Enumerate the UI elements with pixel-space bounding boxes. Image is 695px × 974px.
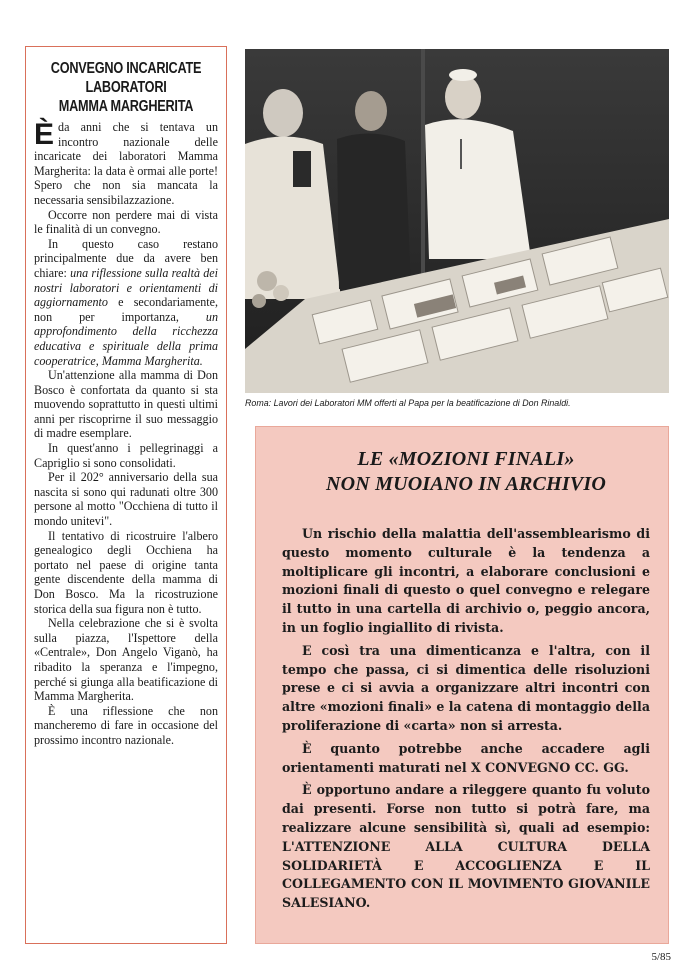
paragraph-3-emphasis-1: una riflessione sulla realtà dei nostri laboratori e orientamenti di aggiornamento — [34, 265, 219, 310]
drop-cap: È — [34, 118, 55, 151]
paragraph-3-text-b: e secondariamente, non per importanza, — [34, 295, 218, 324]
paragraph-6: Per il 202° anniversario della sua nascita si sono qui radunati oltre 300 persone al motto "Occhiena di tutto il mondo unitevi". — [34, 470, 218, 529]
editorial-paragraph-4: È opportuno andare a rileggere quanto fu voluto dai presenti. Forse non tutto si potrà fare, ma realizzare alcune sensibilità sì, quali ad esempio: L'ATTENZIONE ALLA CULTURA DELLA SOLIDARIETÀ E ACCOGLIENZA E IL COLLEGAMENTO CON IL MOVIMENTO GIOVANILE SALESIANO. — [282, 782, 650, 911]
page-number: 5/85 — [651, 951, 671, 963]
paragraph-5: In quest'anno i pellegrinaggi a Capriglio si sono consolidati. — [34, 441, 218, 470]
left-article — [25, 46, 227, 944]
editorial-paragraph-1: Un rischio della malattia dell'assemblearismo di questo momento culturale è la tendenza a moltiplicare gli incontri, a elaborare conclusioni e mozioni finali di questo o quel convegno e relegare il tutto in una cartella di archivio o, peggio ancora, in un foglio ingiallito di rivista. — [282, 526, 650, 635]
paragraph-9: È una riflessione che non mancheremo di fare in occasione del prossimo incontro nazionale. — [34, 703, 218, 747]
editorial-paragraph-3: È quanto potrebbe anche accadere agli orientamenti maturati nel X CONVEGNO CC. GG. — [282, 740, 650, 775]
editorial-title — [282, 447, 650, 497]
paragraph-8: Nella celebrazione che si è svolta sulla piazza, l'Ispettore della «Centrale», Don Angelo Viganò, ha ribadito la speranza e l'impegno, perché si giunga alla beatificazione di Mamma Margherita. — [34, 616, 218, 704]
article-title-line-1: CONVEGNO INCARICATE — [50, 60, 202, 77]
article-title-line-3: MAMMA MARGHERITA — [58, 98, 194, 115]
paragraph-7: Il tentativo di ricostruire l'albero genealogico degli Occhiena ha portato nel paese di origine tanta gente discendente della mamma di Don Bosco. Ma la ricostruzione storica della sua figura non è tutto. — [34, 528, 218, 616]
editorial-title-line-1: LE «MOZIONI FINALI» — [357, 448, 575, 470]
photo-caption: Roma: Lavori dei Laboratori MM offerti al Papa per la beatificazione di Don Rinaldi. — [245, 398, 571, 408]
article-body — [34, 120, 218, 748]
article-title — [37, 59, 214, 116]
paragraph-3-text-a: In questo caso restano principalmente due da avere ben chiare: — [34, 236, 218, 280]
paragraph-1-text: da anni che si tentava un incontro nazionale delle incaricate dei laboratori Mamma Margherita: la data è ormai alle porte! Spero che non sia mancata la necessaria sensibilazzazione. — [34, 120, 218, 207]
paragraph-1 — [34, 120, 218, 208]
paragraph-3 — [34, 237, 218, 368]
editorial-box — [255, 426, 669, 944]
paragraph-4: Un'attenzione alla mamma di Don Bosco è confortata da quanto si sta muovendo soprattutto in questi ultimi anni per riscoprirne il suo messaggio di madre esemplare. — [34, 368, 218, 441]
editorial-body — [282, 525, 650, 913]
photo-pope-laboratori — [245, 49, 669, 393]
article-title-line-2: LABORATORI — [85, 79, 167, 96]
editorial-paragraph-2: E così tra una dimenticanza e l'altra, con il tempo che passa, ci si dimentica delle risoluzioni prese e ci si avvia a organizzare altri incontri con altre «mozioni finali» e la catena di montaggio della proliferazione di «carta» non si arresta. — [282, 642, 650, 733]
photo-illustration — [245, 49, 669, 393]
paragraph-2: Occorre non perdere mai di vista le finalità di un convegno. — [34, 207, 218, 237]
paragraph-3-emphasis-2: un approfondimento della ricchezza educativa e spirituale della prima cooperatrice, Mamma Margherita. — [34, 309, 218, 368]
editorial-title-line-2: NON MUOIANO IN ARCHIVIO — [325, 473, 607, 495]
